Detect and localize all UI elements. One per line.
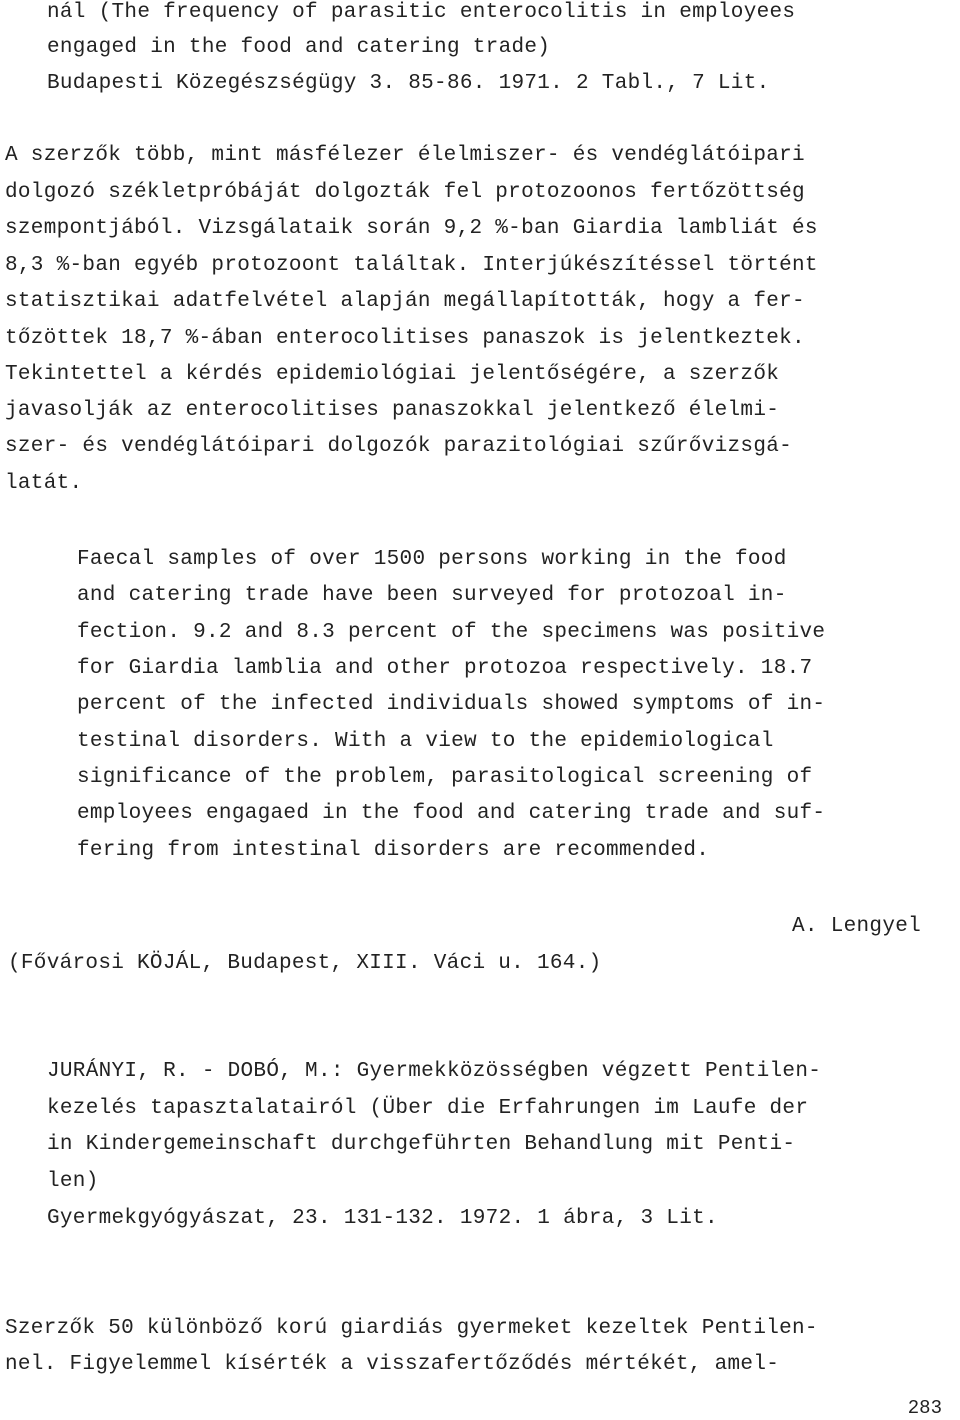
affiliation: (Fővárosi KÖJÁL, Budapest, XIII. Váci u. 164.) xyxy=(8,952,602,975)
abstract-line: A szerzők több, mint másfélezer élelmiszer- és vendéglátóipari xyxy=(5,144,805,167)
abstract-line: szempontjából. Vizsgálataik során 9,2 %-ban Giardia lambliát és xyxy=(5,217,818,240)
abstract-line: szer- és vendéglátóipari dolgozók parazitológiai szűrővizsgá- xyxy=(5,435,793,458)
page-number: 283 xyxy=(907,1397,942,1419)
citation-line: len) xyxy=(47,1170,99,1193)
citation-line: engaged in the food and catering trade) xyxy=(47,36,551,59)
abstract-line: tőzöttek 18,7 %-ában enterocolitises panaszok is jelentkeztek. xyxy=(5,327,805,350)
abstract-line: 8,3 %-ban egyéb protozoont találtak. Interjúkészítéssel történt xyxy=(5,254,818,277)
abstract-en-line: Faecal samples of over 1500 persons working in the food xyxy=(77,548,787,571)
abstract-en-line: significance of the problem, parasitological screening of xyxy=(77,766,813,789)
abstract-en-line: percent of the infected individuals showed symptoms of in- xyxy=(77,693,826,716)
citation-line: JURÁNYI, R. - DOBÓ, M.: Gyermekközösségben végzett Pentilen- xyxy=(47,1060,822,1083)
citation-line: Budapesti Közegészségügy 3. 85-86. 1971. 2 Tabl., 7 Lit. xyxy=(47,72,770,95)
abstract-line: Szerzők 50 különböző korú giardiás gyermeket kezeltek Pentilen- xyxy=(5,1317,818,1340)
citation-line: Gyermekgyógyászat, 23. 131-132. 1972. 1 ábra, 3 Lit. xyxy=(47,1207,718,1230)
abstract-en-line: testinal disorders. With a view to the epidemiological xyxy=(77,730,774,753)
citation-line: nál (The frequency of parasitic enterocolitis in employees xyxy=(47,1,796,24)
abstract-line: statisztikai adatfelvétel alapján megállapították, hogy a fer- xyxy=(5,290,805,313)
abstract-en-line: for Giardia lamblia and other protozoa respectively. 18.7 xyxy=(77,657,813,680)
author-signature: A. Lengyel xyxy=(792,915,922,938)
abstract-line: javasolják az enterocolitises panaszokkal jelentkező élelmi- xyxy=(5,399,780,422)
citation-line: kezelés tapasztalatairól (Über die Erfahrungen im Laufe der xyxy=(47,1097,809,1120)
abstract-line: dolgozó székletpróbáját dolgozták fel protozoonos fertőzöttség xyxy=(5,181,805,204)
abstract-line: Tekintettel a kérdés epidemiológiai jelentőségére, a szerzők xyxy=(5,363,780,386)
abstract-en-line: fering from intestinal disorders are recommended. xyxy=(77,839,710,862)
abstract-en-line: and catering trade have been surveyed for protozoal in- xyxy=(77,584,787,607)
abstract-en-line: fection. 9.2 and 8.3 percent of the specimens was positive xyxy=(77,621,826,644)
abstract-line: latát. xyxy=(5,472,83,495)
citation-line: in Kindergemeinschaft durchgeführten Behandlung mit Penti- xyxy=(47,1133,796,1156)
abstract-line: nel. Figyelemmel kísérték a visszafertőződés mértékét, amel- xyxy=(5,1353,780,1376)
abstract-en-line: employees engagaed in the food and catering trade and suf- xyxy=(77,802,826,825)
